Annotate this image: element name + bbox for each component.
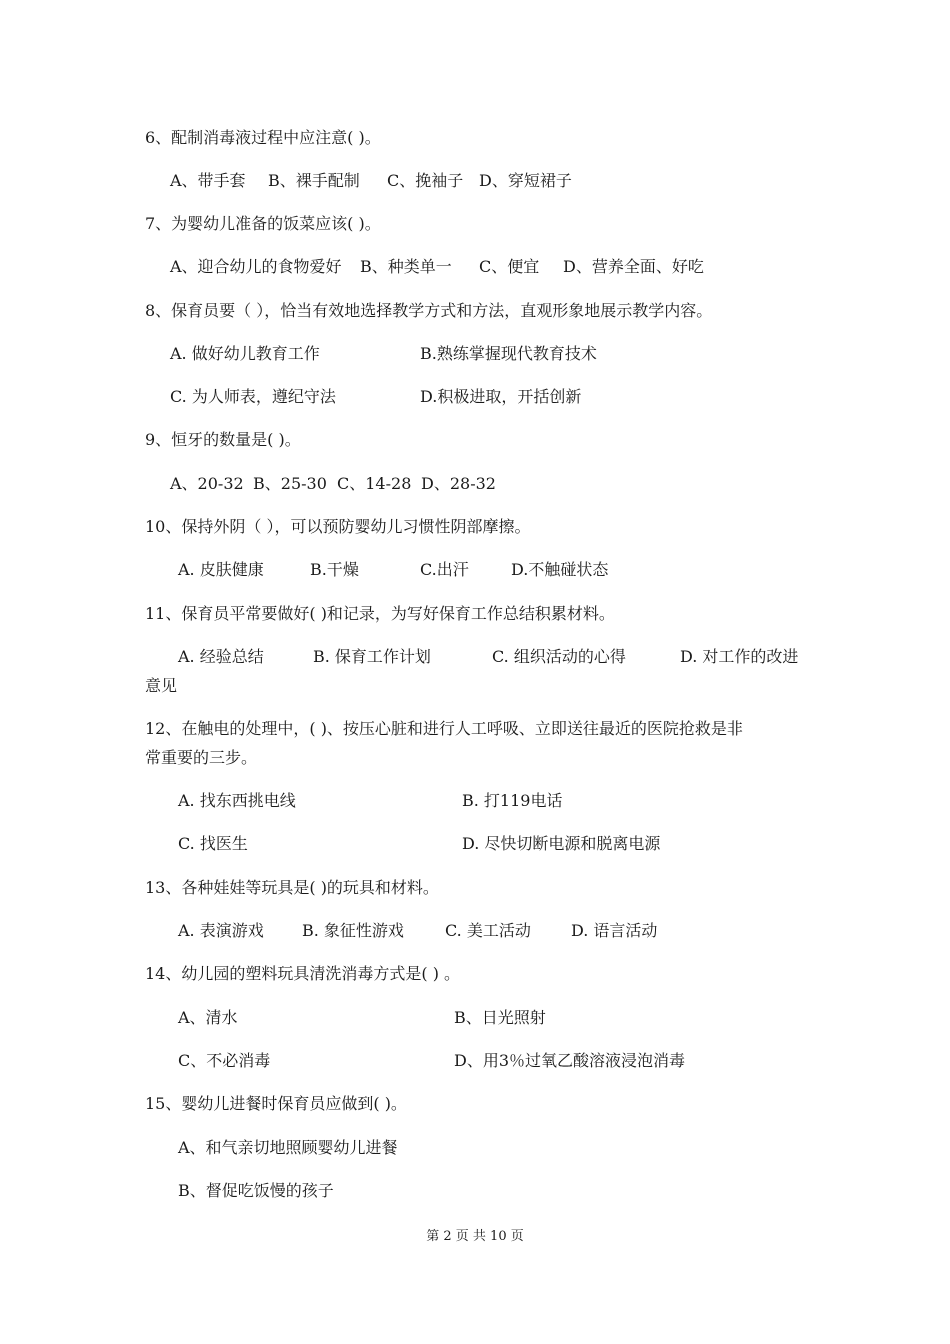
q13-option-a: A. 表演游戏 [178,921,264,940]
q12-option-d: D. 尽快切断电源和脱离电源 [462,834,661,853]
q11-option-d: D. 对工作的改进 [680,647,799,666]
q7-option-d: D、营养全面、好吃 [563,257,704,276]
q10-option-a: A. 皮肤健康 [178,560,264,579]
question-7-stem: 7、为婴幼儿准备的饭菜应该( )。 [145,214,381,233]
question-8-stem: 8、保育员要（ ），恰当有效地选择教学方式和方法，直观形象地展示教学内容。 [145,301,713,320]
q8-option-b: B.熟练掌握现代教育技术 [420,344,597,363]
q8-option-a: A. 做好幼儿教育工作 [170,344,320,363]
q14-option-a: A、清水 [178,1008,238,1027]
q7-option-a: A、迎合幼儿的食物爱好 [170,257,342,276]
q8-option-c: C. 为人师表，遵纪守法 [170,387,336,406]
question-9-stem: 9、恒牙的数量是( )。 [145,430,301,449]
q15-option-b: B、督促吃饭慢的孩子 [178,1181,334,1200]
q11-option-c: C. 组织活动的心得 [492,647,626,666]
q14-option-c: C、不必消毒 [178,1051,271,1070]
q9-option-d: D、28-32 [421,474,496,493]
q9-option-b: B、25-30 [253,474,327,493]
q10-option-d: D.不触碰状态 [511,560,609,579]
q11-option-d-continuation: 意见 [145,676,178,695]
q6-option-c: C、挽袖子 [387,171,464,190]
q6-option-b: B、裸手配制 [268,171,360,190]
question-6-stem: 6、配制消毒液过程中应注意( )。 [145,128,381,147]
question-12-stem: 12、在触电的处理中，( )、按压心脏和进行人工呼吸、立即送往最近的医院抢救是非 [145,719,743,738]
question-15-stem: 15、婴幼儿进餐时保育员应做到( )。 [145,1094,407,1113]
question-11-stem: 11、保育员平常要做好( )和记录，为写好保育工作总结积累材料。 [145,604,615,623]
q6-option-a: A、带手套 [170,171,246,190]
q14-option-b: B、日光照射 [454,1008,546,1027]
question-13-stem: 13、各种娃娃等玩具是( )的玩具和材料。 [145,878,439,897]
question-12-stem-continuation: 常重要的三步。 [145,748,258,767]
q14-option-d: D、用3％过氧乙酸溶液浸泡消毒 [454,1051,686,1070]
q13-option-d: D. 语言活动 [571,921,658,940]
question-14-stem: 14、幼儿园的塑料玩具清洗消毒方式是( ) 。 [145,964,461,983]
page-footer: 第 2 页 共 10 页 [426,1229,524,1244]
q12-option-b: B. 打119电话 [462,791,563,810]
q6-option-d: D、穿短裙子 [479,171,572,190]
q13-option-b: B. 象征性游戏 [302,921,404,940]
q9-option-c: C、14-28 [337,474,412,493]
q9-option-a: A、20-32 [170,474,244,493]
q10-option-b: B.干燥 [310,560,359,579]
question-10-stem: 10、保持外阴（ ），可以预防婴幼儿习惯性阴部摩擦。 [145,517,531,536]
q11-option-a: A. 经验总结 [178,647,264,666]
q13-option-c: C. 美工活动 [445,921,531,940]
q7-option-c: C、便宜 [479,257,540,276]
q11-option-b: B. 保育工作计划 [313,647,431,666]
q12-option-a: A. 找东西挑电线 [178,791,296,810]
q7-option-b: B、种类单一 [360,257,452,276]
q12-option-c: C. 找医生 [178,834,248,853]
q15-option-a: A、和气亲切地照顾婴幼儿进餐 [178,1138,398,1157]
q10-option-c: C.出汗 [420,560,469,579]
q8-option-d: D.积极进取，开括创新 [420,387,582,406]
